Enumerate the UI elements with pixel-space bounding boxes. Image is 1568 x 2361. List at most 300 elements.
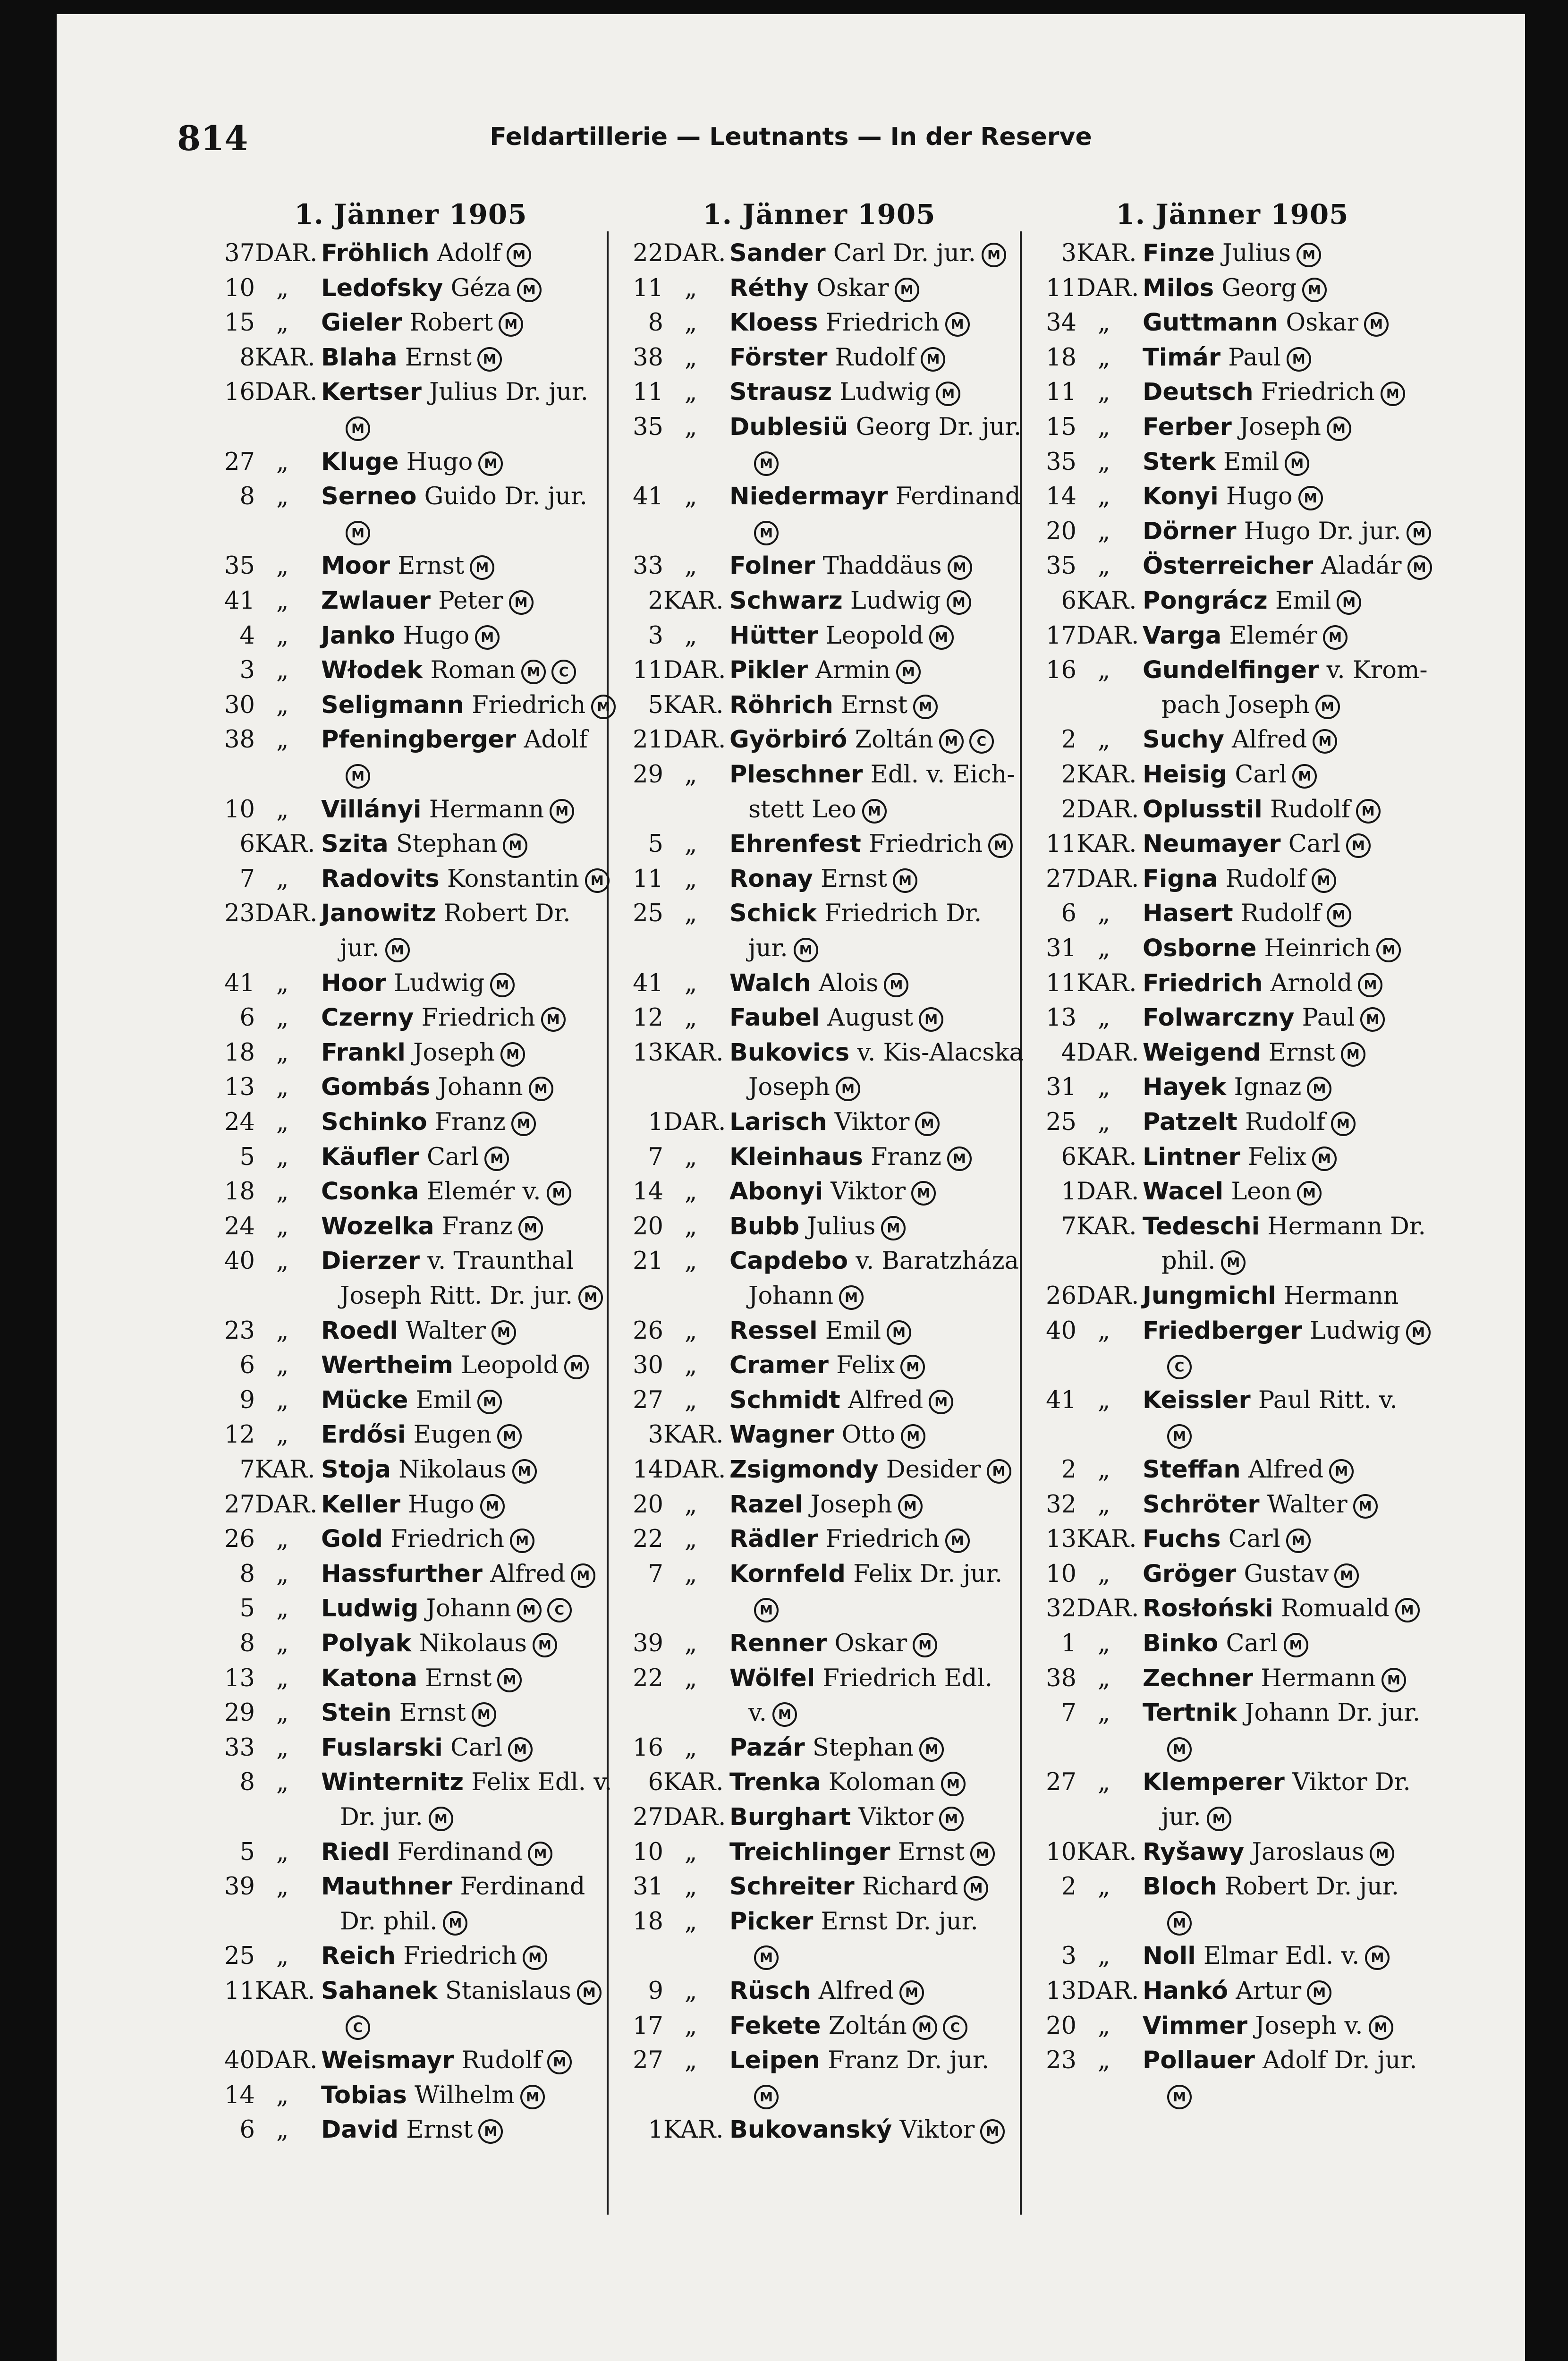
surname: Schinko	[321, 1108, 427, 1136]
surname: Szita	[321, 830, 389, 858]
ditto-mark: „	[685, 309, 697, 337]
officer-name	[1143, 1140, 1337, 1175]
given-names: Koloman	[828, 1768, 935, 1797]
roster-entry	[198, 549, 623, 584]
circled-m-mark: M	[1312, 1147, 1337, 1171]
given-names: Paul	[1302, 1004, 1355, 1032]
officer-name	[321, 479, 587, 514]
roster-entry	[198, 966, 623, 1001]
battery-number: 5	[648, 691, 663, 719]
ditto-mark: „	[685, 1212, 697, 1240]
officer-name	[729, 722, 994, 757]
unit-abbreviation: DAR.	[1076, 1282, 1139, 1310]
battery-number: 35	[633, 413, 663, 441]
surname: Villányi	[321, 795, 422, 824]
ditto-mark: „	[685, 1907, 697, 1936]
given-names: Joseph	[1239, 413, 1321, 441]
given-names: Hermann	[1261, 1664, 1376, 1692]
roster-entry	[1020, 236, 1445, 271]
officer-name	[321, 1765, 612, 1800]
circled-m-mark: M	[547, 1181, 571, 1206]
circled-m-mark: M	[919, 1007, 943, 1032]
battery-number: 18	[633, 1907, 663, 1936]
officer-name	[321, 375, 588, 410]
circled-m-mark: M	[480, 1494, 505, 1519]
ditto-mark: „	[1098, 1873, 1110, 1901]
given-names: Ernst	[406, 2116, 473, 2144]
circled-m-mark: M	[475, 625, 500, 650]
battery-number: 29	[633, 761, 663, 789]
given-names: Leopold	[461, 1351, 559, 1380]
given-names: Johann	[426, 1595, 511, 1623]
officer-name	[321, 1696, 496, 1731]
roster-entry	[1020, 1209, 1445, 1244]
given-names: v. Baratzháza	[856, 1247, 1019, 1275]
ditto-mark: „	[1098, 309, 1110, 337]
ditto-mark: „	[276, 1143, 289, 1171]
battery-number: 30	[633, 1351, 663, 1380]
circled-m-mark: M	[884, 973, 908, 997]
officer-name	[1143, 1522, 1311, 1557]
surname: Frankl	[321, 1038, 406, 1067]
given-names: Alfred	[1248, 1456, 1324, 1484]
ditto-mark: „	[1098, 1073, 1110, 1102]
officer-name	[1143, 1487, 1378, 1522]
circled-m-mark: M	[754, 521, 779, 545]
circled-m-mark: M	[939, 1807, 964, 1831]
officer-name	[729, 1418, 925, 1452]
officer-name	[1143, 931, 1401, 966]
ditto-mark: „	[685, 1977, 697, 2005]
surname: Röhrich	[729, 691, 833, 719]
circled-m-mark: M	[964, 1876, 988, 1901]
continuation-text: pach Joseph	[1161, 691, 1310, 719]
given-names: Elemér	[1229, 621, 1318, 650]
unit-abbreviation: KAR.	[663, 587, 724, 615]
officer-name	[729, 1661, 992, 1696]
battery-number: 7	[648, 1143, 663, 1171]
battery-number: 1	[1061, 1630, 1076, 1657]
circled-m-mark: M	[1353, 1494, 1378, 1519]
surname: Stein	[321, 1699, 392, 1727]
surname: Sterk	[1143, 448, 1216, 476]
roster-entry	[607, 1522, 1032, 1557]
circled-m-mark: M	[470, 555, 494, 580]
circled-m-mark: M	[484, 1147, 509, 1171]
officer-name	[321, 1070, 553, 1105]
officer-name	[321, 340, 502, 375]
given-names: Hermann	[1283, 1282, 1399, 1310]
roster-entry-continuation	[607, 1279, 1032, 1314]
ditto-mark: „	[276, 621, 289, 650]
roster-entry	[607, 1974, 1032, 2009]
circled-m-mark: M	[1307, 1077, 1331, 1101]
surname: Janko	[321, 621, 396, 650]
ditto-mark: „	[1098, 483, 1110, 511]
battery-number: 4	[1061, 1038, 1076, 1067]
continuation-text: v.	[748, 1699, 767, 1727]
ditto-mark: „	[685, 1490, 697, 1519]
name-continuation	[340, 1279, 603, 1314]
given-names: Armin	[815, 656, 890, 685]
ditto-mark: „	[685, 865, 697, 893]
battery-number: 41	[224, 587, 255, 615]
roster-entry-continuation	[1020, 1800, 1445, 1835]
surname: Sander	[729, 239, 826, 267]
officer-name	[1143, 1036, 1365, 1070]
circled-m-mark: M	[1337, 590, 1361, 615]
officer-name	[321, 1557, 595, 1592]
surname: Guttmann	[1143, 309, 1279, 337]
surname: Bubb	[729, 1212, 800, 1240]
given-names: Géza	[450, 274, 511, 302]
unit-abbreviation: KAR.	[1076, 830, 1137, 858]
roster-entry	[198, 1452, 623, 1487]
surname: Pfeningberger	[321, 726, 517, 754]
circled-m-mark: M	[929, 1390, 953, 1414]
battery-number: 11	[1046, 378, 1076, 407]
circled-m-mark: M	[1313, 729, 1337, 754]
ditto-mark: „	[276, 2081, 289, 2109]
given-names: Hermann Dr.	[1267, 1212, 1426, 1240]
surname: Hasert	[1143, 900, 1233, 928]
officer-name	[1143, 1383, 1398, 1418]
surname: David	[321, 2116, 398, 2144]
circled-m-mark: M	[895, 278, 919, 302]
battery-number: 2	[1061, 761, 1076, 789]
roster-entry	[607, 1418, 1032, 1452]
ditto-mark: „	[276, 795, 289, 824]
battery-number: 20	[1046, 2012, 1076, 2040]
circled-m-mark: M	[1360, 1007, 1385, 1032]
ditto-mark: „	[1098, 2012, 1110, 2040]
officer-name	[1143, 2043, 1417, 2078]
roster-entry	[1020, 757, 1445, 792]
surname: Renner	[729, 1630, 827, 1657]
given-names: Aladár	[1321, 552, 1402, 580]
officer-name	[1143, 1452, 1354, 1487]
battery-number: 26	[224, 1525, 255, 1554]
surname: Mauthner	[321, 1873, 453, 1901]
battery-number: 11	[1046, 969, 1076, 997]
surname: Ryšawy	[1143, 1838, 1245, 1866]
officer-name	[729, 862, 917, 897]
surname: Kloess	[729, 309, 818, 337]
battery-number: 5	[648, 830, 663, 858]
surname: Winternitz	[321, 1768, 464, 1797]
officer-name	[321, 549, 494, 584]
officer-name	[729, 306, 970, 340]
ditto-mark: „	[1098, 413, 1110, 441]
battery-number: 41	[633, 483, 663, 511]
given-names: Robert	[409, 309, 493, 337]
officer-name	[1143, 1279, 1398, 1314]
given-names: Ignaz	[1234, 1073, 1302, 1102]
battery-number: 8	[239, 343, 255, 372]
officer-name	[1143, 479, 1323, 514]
unit-abbreviation: KAR.	[1076, 1525, 1137, 1554]
given-names: Carl	[1228, 1525, 1280, 1554]
unit-abbreviation: KAR.	[1076, 587, 1137, 615]
given-names: Rudolf	[461, 2047, 542, 2075]
surname: Fuchs	[1143, 1525, 1221, 1554]
continuation-text: Joseph Ritt. Dr. jur.	[340, 1282, 573, 1310]
surname: Fekete	[729, 2012, 821, 2040]
roster-entry-continuation	[198, 514, 623, 549]
given-names: Ferdinand	[895, 483, 1021, 511]
circled-m-mark: M	[443, 1911, 467, 1936]
battery-number: 9	[648, 1977, 663, 2005]
battery-number: 16	[224, 378, 255, 407]
surname: Ferber	[1143, 413, 1232, 441]
circled-m-mark: M	[508, 1737, 533, 1762]
battery-number: 21	[633, 1247, 663, 1275]
circled-m-mark: M	[1297, 243, 1321, 267]
given-names: Ernst	[399, 1699, 466, 1727]
unit-abbreviation: DAR.	[1076, 865, 1139, 893]
name-continuation	[748, 2078, 779, 2113]
roster-entry-continuation	[607, 1696, 1032, 1731]
circled-m-mark: M	[948, 555, 972, 580]
officer-name	[1143, 1001, 1385, 1036]
roster-entry	[1020, 306, 1445, 340]
roster-entry	[1020, 1174, 1445, 1209]
unit-abbreviation: DAR.	[1076, 1038, 1139, 1067]
officer-name	[321, 1487, 505, 1522]
given-names: Hugo	[1226, 483, 1293, 511]
surname: Förster	[729, 343, 828, 372]
name-continuation	[1161, 1800, 1231, 1835]
given-names: Emil	[1275, 587, 1331, 615]
given-names: Friedrich	[825, 309, 940, 337]
roster-entry	[198, 1314, 623, 1349]
officer-name	[321, 1383, 502, 1418]
officer-name	[321, 1314, 516, 1349]
roster-entry	[198, 1383, 623, 1418]
surname: Gold	[321, 1525, 383, 1554]
battery-number: 7	[1061, 1699, 1076, 1727]
surname: Bukovanský	[729, 2116, 892, 2144]
battery-number: 7	[239, 865, 255, 893]
roster-entry	[1020, 1001, 1445, 1036]
ditto-mark: „	[1098, 448, 1110, 476]
given-names: Ernst	[1268, 1038, 1335, 1067]
roster-entry-continuation	[198, 757, 623, 792]
ditto-mark: „	[1098, 1664, 1110, 1692]
roster-entry	[607, 1557, 1032, 1592]
circled-c-mark: C	[346, 2015, 370, 2040]
roster-entry	[198, 862, 623, 897]
surname: Pongrácz	[1143, 587, 1268, 615]
ditto-mark: „	[1098, 343, 1110, 372]
roster-entry	[607, 1244, 1032, 1279]
officer-name	[1143, 1105, 1356, 1140]
officer-name	[729, 757, 1015, 792]
unit-abbreviation: KAR.	[1076, 761, 1137, 789]
officer-name	[729, 966, 908, 1001]
ditto-mark: „	[1098, 1630, 1110, 1657]
surname: Trenka	[729, 1768, 821, 1797]
surname: Schick	[729, 900, 817, 928]
battery-number: 27	[633, 1803, 663, 1831]
given-names: Guido Dr. jur.	[424, 483, 587, 511]
battery-number: 41	[633, 969, 663, 997]
officer-name	[1143, 236, 1321, 271]
battery-number: 25	[224, 1942, 255, 1970]
circled-m-mark: M	[1298, 486, 1323, 510]
roster-entry-continuation	[1020, 1731, 1445, 1766]
roster-entry	[1020, 722, 1445, 757]
surname: Zsigmondy	[729, 1456, 879, 1484]
given-names: Alfred	[848, 1386, 924, 1414]
circled-m-mark: M	[941, 1772, 966, 1796]
battery-number: 27	[224, 448, 255, 476]
circled-m-mark: M	[1221, 1250, 1246, 1275]
name-continuation	[340, 931, 410, 966]
continuation-text: stett Leo	[748, 795, 856, 824]
battery-number: 11	[633, 378, 663, 407]
battery-number: 2	[1061, 726, 1076, 754]
given-names: Ludwig	[839, 378, 931, 407]
surname: Abonyi	[729, 1178, 823, 1206]
battery-number: 32	[1046, 1595, 1076, 1623]
name-continuation	[340, 757, 370, 792]
continuation-text: jur.	[1161, 1803, 1201, 1831]
battery-number: 41	[1046, 1386, 1076, 1414]
surname: Reich	[321, 1942, 396, 1970]
roster-entry	[607, 1209, 1032, 1244]
officer-name	[321, 1105, 536, 1140]
given-names: Robert Dr. jur.	[1225, 1873, 1399, 1901]
roster-entry	[198, 479, 623, 514]
surname: Rosłoński	[1143, 1595, 1273, 1623]
circled-m-mark: M	[511, 1112, 536, 1136]
ditto-mark: „	[276, 1212, 289, 1240]
unit-abbreviation: KAR.	[663, 691, 724, 719]
name-continuation	[1161, 2078, 1192, 2113]
circled-m-mark: M	[1407, 555, 1432, 580]
roster-entry	[1020, 479, 1445, 514]
given-names: Viktor	[831, 1178, 906, 1206]
circled-m-mark: M	[1167, 1911, 1192, 1936]
roster-entry	[1020, 1140, 1445, 1175]
roster-entry	[1020, 1939, 1445, 1974]
roster-entry-continuation	[198, 1279, 623, 1314]
officer-name	[729, 827, 1013, 862]
circled-m-mark: M	[1297, 1181, 1322, 1206]
roster-entry	[198, 1209, 623, 1244]
surname: Finze	[1143, 239, 1215, 267]
battery-number: 13	[633, 1038, 663, 1067]
ditto-mark: „	[276, 1108, 289, 1136]
given-names: Wilhelm	[415, 2081, 515, 2109]
surname: Wölfel	[729, 1664, 815, 1692]
surname: Pleschner	[729, 761, 863, 789]
officer-name	[1143, 1174, 1322, 1209]
ditto-mark: „	[276, 691, 289, 719]
unit-abbreviation: KAR.	[1076, 1212, 1137, 1240]
roster-entry	[198, 1557, 623, 1592]
officer-name	[729, 1209, 906, 1244]
surname: Ronay	[729, 865, 813, 893]
roster-entry	[1020, 271, 1445, 306]
ditto-mark: „	[276, 309, 289, 337]
surname: Erdősi	[321, 1421, 406, 1449]
surname: Osborne	[1143, 934, 1257, 962]
officer-name	[1143, 1209, 1426, 1244]
circled-m-mark: M	[1327, 416, 1351, 441]
ditto-mark: „	[1098, 2047, 1110, 2075]
officer-name	[729, 1244, 1019, 1279]
given-names: Ernst Dr. jur.	[821, 1907, 978, 1936]
officer-name	[1143, 549, 1432, 584]
officer-name	[729, 1731, 944, 1766]
ditto-mark: „	[685, 969, 697, 997]
roster-entry	[198, 1244, 623, 1279]
officer-name	[321, 1174, 571, 1209]
given-names: Paul	[1228, 343, 1281, 372]
circled-m-mark: M	[915, 1112, 940, 1136]
circled-m-mark: M	[945, 1529, 970, 1553]
circled-m-mark: M	[862, 799, 887, 824]
roster-entry-continuation	[198, 931, 623, 966]
continuation-text: Dr. phil.	[340, 1907, 438, 1936]
unit-abbreviation: DAR.	[1076, 1977, 1139, 2005]
roster-entry	[198, 1835, 623, 1870]
unit-abbreviation: DAR.	[663, 1456, 726, 1484]
surname: Hassfurther	[321, 1560, 483, 1588]
roster-entry	[1020, 1070, 1445, 1105]
officer-name	[1143, 1939, 1390, 1974]
battery-number: 6	[648, 1768, 663, 1797]
roster-entry	[1020, 862, 1445, 897]
surname: Weismayr	[321, 2047, 454, 2075]
circled-m-mark: M	[1331, 1112, 1356, 1136]
circled-m-mark: M	[472, 1702, 496, 1727]
roster-entry	[198, 2113, 623, 2148]
circled-m-mark: M	[497, 1668, 522, 1692]
unit-abbreviation: DAR.	[1076, 274, 1139, 302]
roster-entry	[607, 410, 1032, 445]
given-names: Johann Dr. jur.	[1245, 1699, 1421, 1727]
unit-abbreviation: DAR.	[663, 239, 726, 267]
battery-number: 11	[633, 274, 663, 302]
circled-m-mark: M	[1286, 1529, 1311, 1553]
officer-name	[1143, 1314, 1431, 1349]
officer-name	[729, 1974, 924, 2009]
battery-number: 11	[1046, 274, 1076, 302]
battery-number: 22	[633, 239, 663, 267]
given-names: Julius Dr. jur.	[429, 378, 588, 407]
circled-m-mark: M	[913, 695, 938, 719]
roster-entry	[198, 375, 623, 410]
battery-number: 38	[224, 726, 255, 754]
surname: Zwlauer	[321, 587, 431, 615]
officer-name	[729, 1522, 970, 1557]
circled-m-mark: M	[1334, 1563, 1359, 1588]
ditto-mark: „	[685, 1247, 697, 1275]
continuation-text: jur.	[340, 934, 380, 962]
officer-name	[321, 236, 531, 271]
continuation-text: jur.	[748, 934, 788, 962]
circled-m-mark: M	[887, 1320, 911, 1345]
surname: Blaha	[321, 343, 398, 372]
given-names: Emil	[825, 1316, 881, 1345]
circled-m-mark: M	[754, 2085, 779, 2109]
given-names: Carl	[1226, 1630, 1278, 1657]
name-continuation	[748, 1939, 779, 1974]
surname: Walch	[729, 969, 811, 997]
